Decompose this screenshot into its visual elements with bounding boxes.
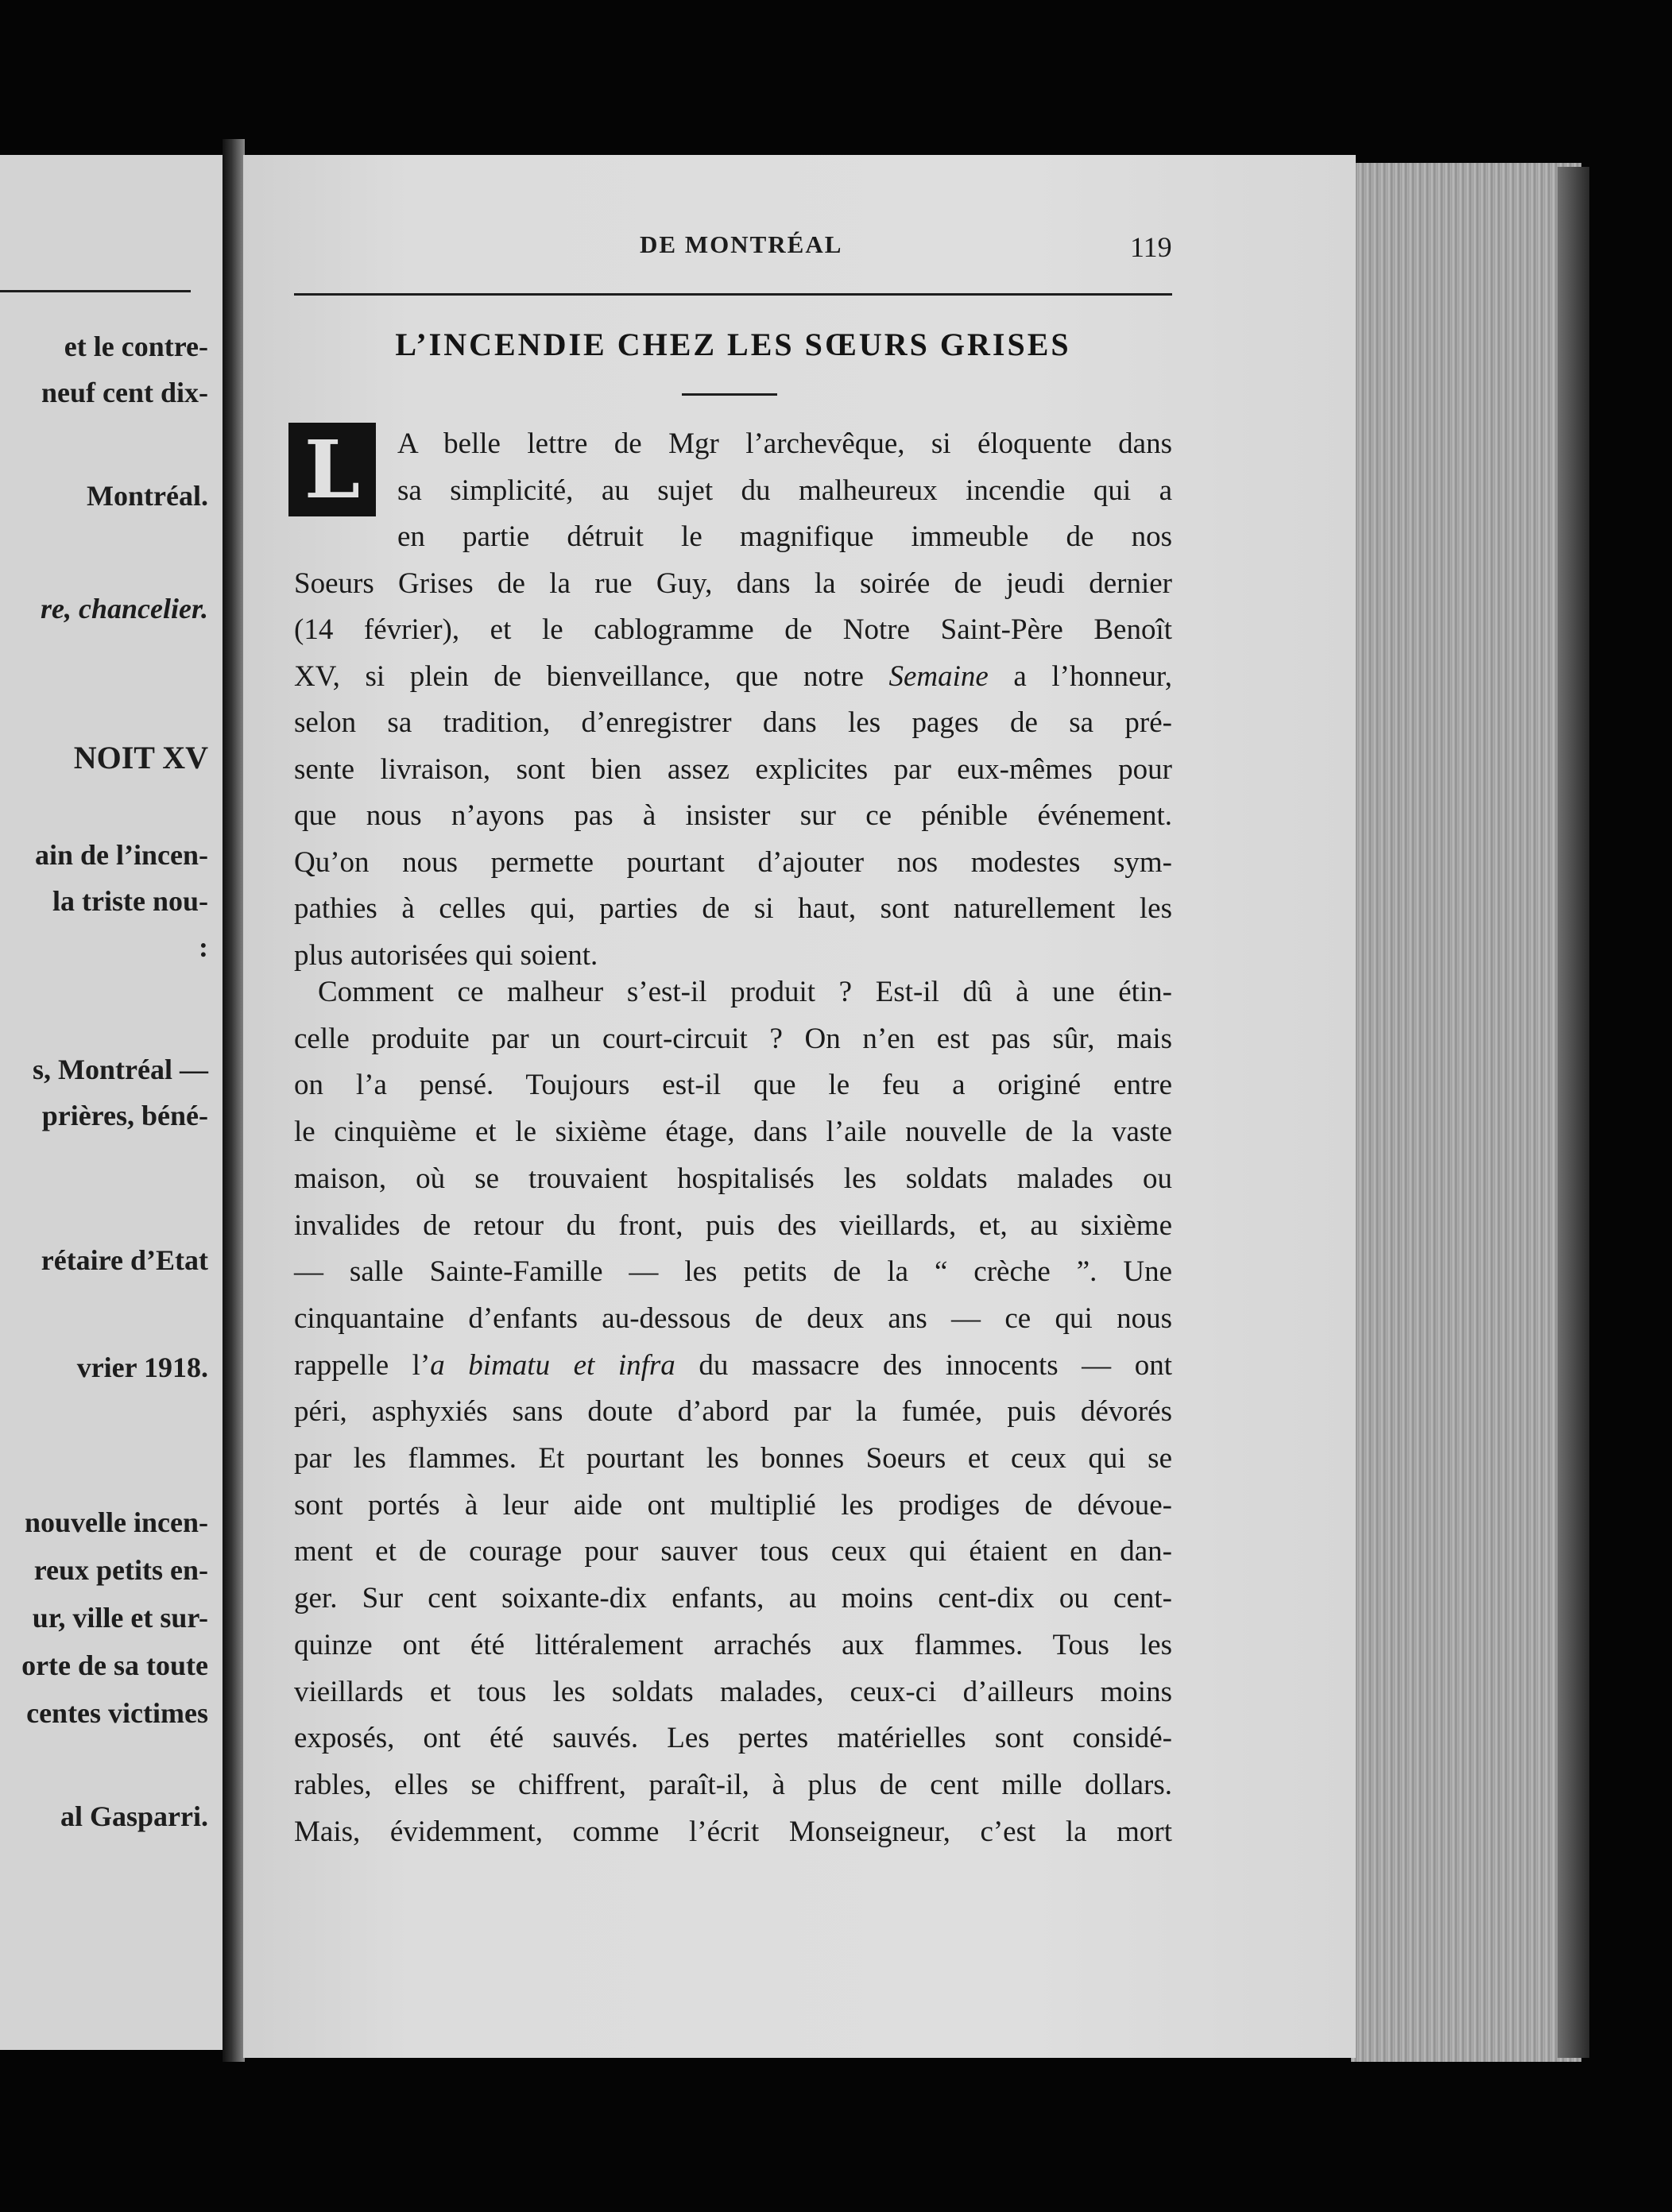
text-line: exposés, ont été sauvés. Les pertes matérielles sont considé- [294, 1722, 1172, 1755]
page-edges-shadow [1558, 167, 1589, 2058]
text-line: ger. Sur cent soixante-dix enfants, au moins cent-dix ou cent- [294, 1582, 1172, 1615]
left-page-line: prières, béné- [41, 1100, 208, 1131]
left-page-line: ain de l’incen- [34, 839, 208, 871]
text-line: XV, si plein de bienveillance, que notre Semaine a l’honneur, [294, 659, 1172, 693]
left-page-line: ur, ville et sur- [32, 1602, 208, 1634]
left-page-line: nouvelle incen- [25, 1506, 208, 1538]
header-rule [294, 293, 1172, 296]
text-line: celle produite par un court-circuit ? On n’en est pas sûr, mais [294, 1022, 1172, 1055]
text-line: maison, où se trouvaient hospitalisés les soldats malades ou [294, 1162, 1172, 1195]
text-line: sa simplicité, au sujet du malheureux incendie qui a [397, 474, 1172, 507]
left-page-line: et le contre- [64, 331, 208, 362]
text-line: cinquantaine d’enfants au-dessous de deux ans — ce qui nous [294, 1301, 1172, 1335]
drop-cap: L [288, 423, 376, 516]
text-line: rappelle l’a bimatu et infra du massacre des innocents — ont [294, 1348, 1172, 1382]
left-page-fragment [0, 155, 223, 2050]
left-page-line: Montréal. [87, 480, 208, 512]
text-line: par les flammes. Et pourtant les bonnes Soeurs et ceux qui se [294, 1442, 1172, 1475]
left-page-header-rule [0, 290, 191, 292]
text-line: le cinquième et le sixième étage, dans l’aile nouvelle de la vaste [294, 1116, 1172, 1149]
text-line: on l’a pensé. Toujours est-il que le feu a originé entre [294, 1069, 1172, 1102]
title-rule [682, 393, 777, 396]
left-page-line: vrier 1918. [76, 1352, 208, 1383]
text-line: pathies à celles qui, parties de si haut, sont naturellement les [294, 892, 1172, 925]
text-line: A belle lettre de Mgr l’archevêque, si éloquente dans [397, 427, 1172, 460]
text-line: selon sa tradition, d’enregistrer dans les pages de sa pré- [294, 706, 1172, 739]
text-line: quinze ont été littéralement arrachés aux flammes. Tous les [294, 1628, 1172, 1661]
left-page-line: rétaire d’Etat [41, 1244, 208, 1276]
text-line: — salle Sainte-Famille — les petits de la “ crèche ”. Une [294, 1255, 1172, 1289]
left-page-line: centes victimes [26, 1697, 208, 1729]
left-page-line: NOIT XV [73, 740, 208, 775]
text-line: rables, elles se chiffrent, paraît-il, à plus de cent mille dollars. [294, 1768, 1172, 1801]
text-line: péri, asphyxiés sans doute d’abord par la fumée, puis dévorés [294, 1395, 1172, 1429]
text-line: plus autorisées qui soient. [294, 938, 598, 972]
left-page-line: la triste nou- [52, 885, 208, 917]
text-line: sente livraison, sont bien assez explicites par eux-mêmes pour [294, 752, 1172, 786]
text-line: Comment ce malheur s’est-il produit ? Est-il dû à une étin- [318, 976, 1172, 1008]
left-page-line: orte de sa toute [21, 1649, 208, 1681]
left-page-line: reux petits en- [33, 1554, 208, 1586]
left-page-line: al Gasparri. [60, 1800, 208, 1832]
text-line: vieillards et tous les soldats malades, ceux-ci d’ailleurs moins [294, 1675, 1172, 1708]
text-line: Qu’on nous permette pourtant d’ajouter nos modestes sym- [294, 845, 1172, 879]
text-line: (14 février), et le cablogramme de Notre Saint-Père Benoît [294, 613, 1172, 646]
text-line: sont portés à leur aide ont multiplié les prodiges de dévoue- [294, 1488, 1172, 1522]
book-gutter [223, 139, 245, 2062]
running-header: DE MONTRÉAL [640, 230, 843, 258]
page-edges [1351, 163, 1581, 2062]
text-line: Mais, évidemment, comme l’écrit Monseigneur, c’est la mort [294, 1815, 1172, 1848]
text-line: Soeurs Grises de la rue Guy, dans la soirée de jeudi dernier [294, 567, 1172, 600]
page-number: 119 [1130, 231, 1172, 263]
article-title: L’INCENDIE CHEZ LES SŒURS GRISES [395, 327, 1071, 362]
text-line: invalides de retour du front, puis des vieillards, et, au sixième [294, 1208, 1172, 1242]
left-page-line: s, Montréal — [33, 1054, 208, 1085]
text-line: ment et de courage pour sauver tous ceux qui étaient en dan- [294, 1535, 1172, 1568]
left-page-line: : [199, 931, 208, 963]
left-page-line: re, chancelier. [41, 593, 208, 625]
left-page-line: neuf cent dix- [41, 377, 208, 408]
text-line: que nous n’ayons pas à insister sur ce pénible événement. [294, 799, 1172, 832]
text-line: en partie détruit le magnifique immeuble de nos [397, 520, 1172, 553]
